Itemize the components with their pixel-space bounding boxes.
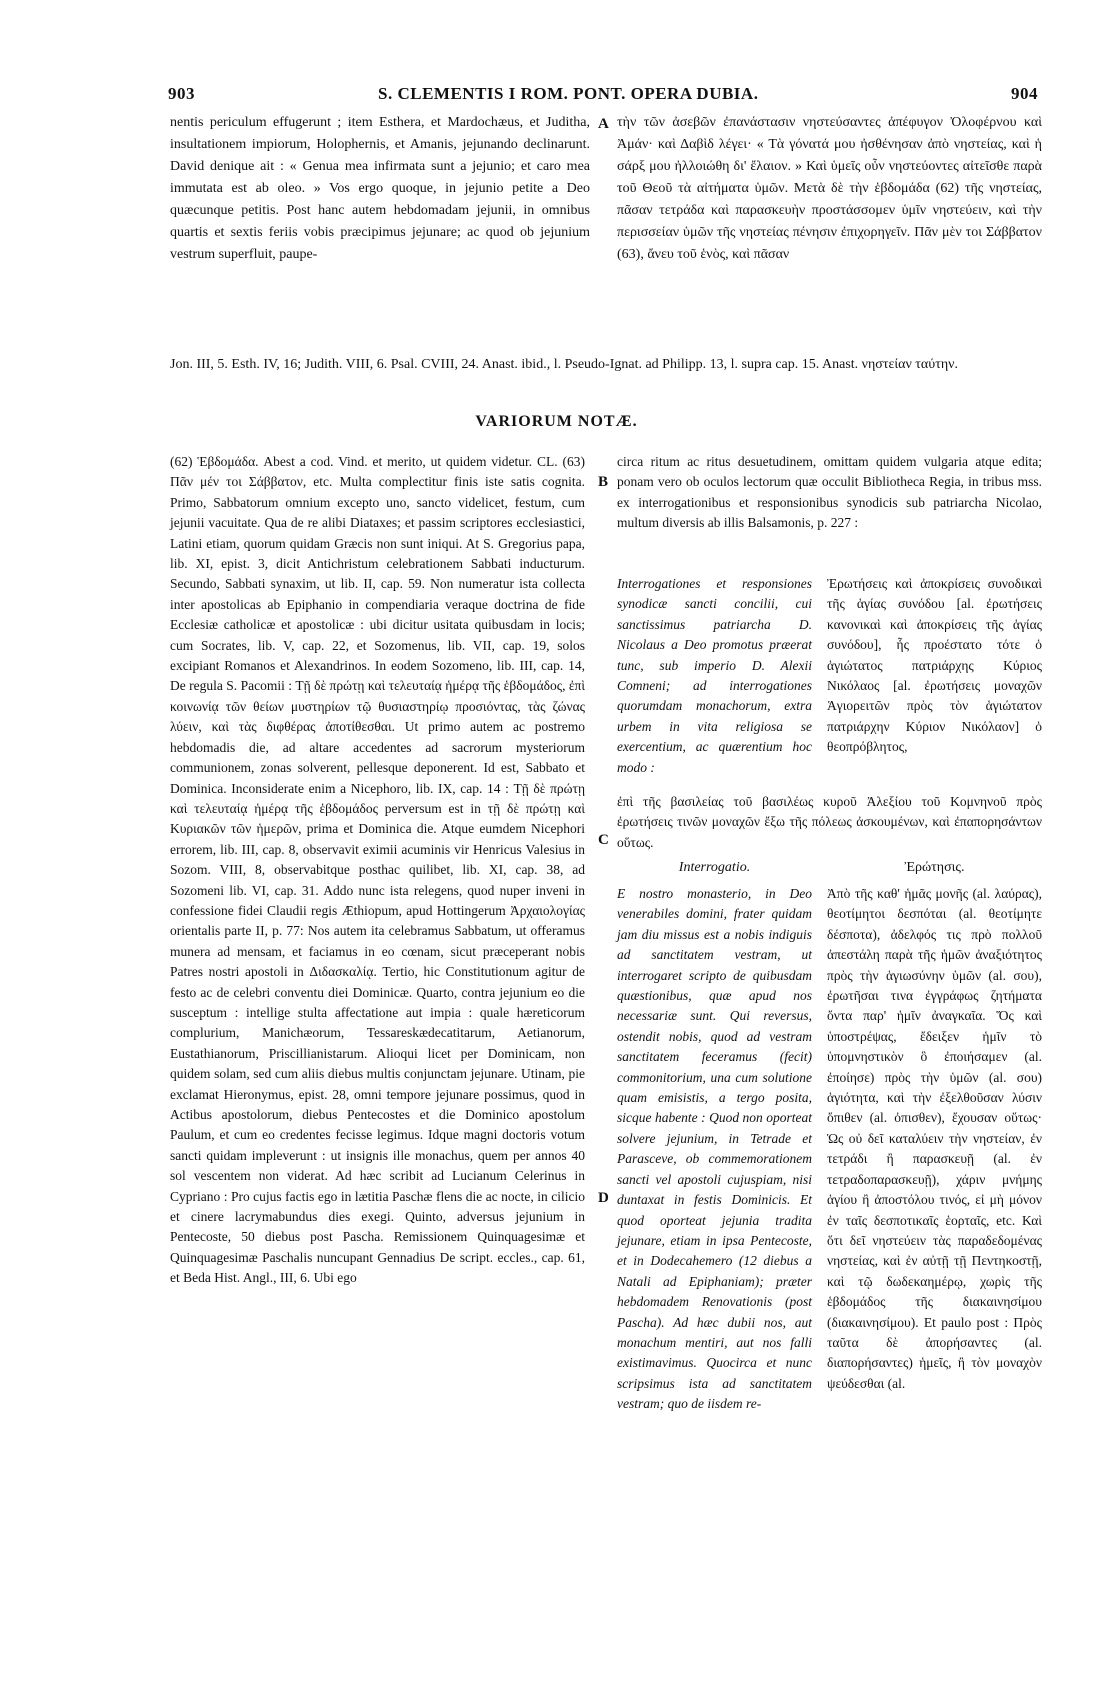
section-marker-d: D bbox=[598, 1190, 609, 1206]
bilingual-block-question bbox=[617, 884, 1042, 1604]
latin-paragraph: nentis periculum effugerunt ; item Esthera, et Mardochæus, et Juditha, insultationem impiorum, Holophernis, et Amanis, jejunando declinarunt. David denique ait : « Genua mea infirmata sunt a jejunio; et caro mea immutata est ab oleo. » Vos ergo quoque, in jejunio petite a Deo quæcunque petitis. Post hanc autem hebdomadam jejunii, in omnibus quartis et sextis feriis vobis præcipimus jejunare; ac quod ob jejunium vestrum superfluit, paupe- bbox=[170, 115, 590, 262]
footnotes: Jon. III, 5. Esth. IV, 16; Judith. VIII, 6. Psal. CVIII, 24. Anast. ibid., l. Pseudo-Ignat. ad Philipp. 13, l. supra cap. 15. Anast. νηστείαν ταύτην. bbox=[170, 357, 958, 372]
notes-paragraph: (62) Ἑβδομάδα. Abest a cod. Vind. et merito, ut quidem videtur. CL. (63) Πᾶν μέν τοι Σάββατον, etc. Multa complectitur finis iste satis cognita. Primo, Sabbatorum omnium excepto uno, sancto videlicet, festum, cum jejunii vacuitate. Qua de re alibi Diataxes; et passim scriptores ecclesiastici, Latini etiam, quorum quidam Græcis non sunt iniqui. At S. Gregorius papa, lib. XI, epist. 3, dicit Antichristum celebrationem Sabbati inducturum. Secundo, Sabbati synaxim, ut lib. II, cap. 59. Non numeratur ista collecta inter apostolicas ab Epiphanio in compendiaria veraque doctrina de fide Ecclesiæ catholicæ et apostolicæ : ubi dicitur usitata quibusdam in locis; cum Socrates, lib. V, cap. 22, et Sozomenus, lib. VII, cap. 19, solos excipiant Romanos et Alexandrinos. In eodem Sozomeno, lib. III, cap. 14, De regula S. Pacomii : Τῇ δὲ πρώτῃ καὶ τελευταίᾳ ἡμέρᾳ τῆς ἑβδομάδος, ἐπὶ κοινωνίᾳ τῶν θείων μυστηρίων τῷ θυσιαστηρίῳ προσιόντας, τὰς ζώνας λύειν, καὶ τὰς διφθέρας ἀποτίθεσθαι. Ut primo autem ac postremo hebdomadis die, ad altare accedentes ad sacrorum mysteriorum communionem, zonas solverent, pellesque deponerent. Id est, Sabbato et Dominica. Inconsiderate enim a Nicephoro, lib. IX, cap. 14 : Τῇ δὲ πρώτῃ καὶ τελευταίᾳ ἡμέρᾳ τῆς ἑβδομάδος perversum est in τῇ δὲ πρώτῃ καὶ Κυριακῶν τῶν ἡμερῶν, prima et Dominica die. Atque eumdem Nicephori errorem, lib. III, cap. 8, observavit eximii acuminis vir Henricus Valesius in Sozom. VIII, 8, observabitque posthac quilibet, lib. XI, cap. 38, ad Sozomeni lib. VI, cap. 31. Addo nunc ista relegens, quod nuper inveni in confessione fidei Claudii regis Æthiopum, apud Hottingerum Ἀρχαιολογίας orientalis parte II, p. 77: Nos autem ita celebramus Sabbatum, ut offeramus munera ad mensam, et faciamus in eo cœnam, sicut præceperant nobis Patres nostri apostoli in Διδασκαλίᾳ. Tertio, hic Constitutionum agitur de festo ac de celebri conventu diei Dominicæ. Quarto, contra jejunium eo die susceptum : intellige stulta affectatione aut impia : quale hæreticorum complurium, Manichæorum, Tessareskædecatitarum, Aetianorum, Eustathianorum, Priscillianistarum. Alioqui licet per Dominicam, non quidem solam, sed cum aliis diebus multis conjunctam jejunare. Utinam, pie exclamat Hieronymus, epist. 28, omni tempore jejunare possimus, quod in Actibus apostolorum, diebus Pentecostes et die Dominico apostolum Paulum, et cum eo credentes fecisse legimus. Idque magni doctoris votum sancti quidam impleverunt : ut insignis ille monachus, quem per annos 40 sol vescentem non viderat. Ad hæc scribit ad Lucianum Celerinus in Cypriano : Pro cujus factis ego in lætitia Paschæ flens die ac nocte, in cilicio et cinere lacrymabundus dies exegi. Quinto, adversus jejunium in Pentecoste, 50 diebus post Pascha. Remissionem Quinquagesimæ et Quinquagesimæ Paschalis nuncupant Gennadius De script. eccles., cap. 61, et Beda Hist. Angl., III, 6. Ubi ego bbox=[170, 454, 585, 1286]
subheading-latin: Interrogatio. bbox=[678, 860, 751, 875]
greek-text-upper bbox=[617, 112, 1042, 266]
section-marker-a: A bbox=[598, 116, 609, 132]
greek-title-text: Ἐρωτήσεις καὶ ἀποκρίσεις συνοδικαὶ τῆς ἁγίας συνόδου [al. ἐρωτήσεις κανονικαὶ καὶ ἀποκρίσεις τῆς ἁγίας συνόδου], ἧς προέστατο τότε ὁ ἁγιώτατος πατριάρχης Κύριος Νικόλαος [al. ἐρωτήσεις μοναχῶν Ἁγιορειτῶν πρὸς τὸν ἁγιώτατον πατριάρχην Κύριον Νικόλαον] ὁ θεοπρόβλητος, bbox=[827, 576, 1042, 755]
latin-question-text: E nostro monasterio, in Deo venerabiles domini, frater quidam jam diu missus est a nobis indiguis ad sanctitatem vestram, ut interrogaret scripto de quibusdam quæstionibus, quæ apud nos necessariæ sunt. Qui reversus, ostendit nobis, quod ad vestram sanctitatem feceramus (fecit) commonitorium, una cum solutione quam emisistis, a tergo posita, sicque habente : Quod non oporteat solvere jejunium, in Tetrade et Parasceve, ob commemorationem sancti vel apostoli cujuspiam, nisi duntaxat in festis Dominicis. Et quod oporteat jejunia tradita jejunare, etiam in ipsa Pentecoste, et in Dodecahemero (12 diebus a Natali ad Epiphaniam); præter hebdomadem Renovationis (post Pascha). Ad hæc dubii nos, aut monachum mentiri, aut nos falli existimavimus. Quocirca et nunc scripsimus ista ad sanctitatem vestram; quo de iisdem re- bbox=[617, 886, 812, 1412]
notes-heading: VARIORUM NOTÆ. bbox=[475, 413, 638, 430]
greek-question-text: Ἀπὸ τῆς καθ' ἡμᾶς μονῆς (al. λαύρας), θεοτίμητοι δεσπόται (al. θεοτίμητε δέσποτα), ἀδελφός τις πρὸ πολλοῦ ἀπεστάλη παρὰ τῆς ἡμῶν ἀναξιότητος πρὸς τὴν ἁγιωσύνην ὑμῶν (al. σου), ἐρωτῆσαι τινα ἐγγράφως ζητήματα ὄντα παρ' ἡμῖν ἀναγκαῖα. Ὅς καὶ ὑποστρέψας, ἔδειξεν ἡμῖν τὸ ὑπομνηστικὸν ὃ ἐποιήσαμεν (al. ἐποίησε) πρὸς τὴν ὑμῶν (al. σου) ἁγιότητα, καὶ τὴν ἐξελθοῦσαν λύσιν ὄπιθεν (al. ὀπισθεν), ἔχουσαν οὕτως· Ὡς οὐ δεῖ καταλύειν τὴν νηστείαν, ἐν τετράδι ἢ παρασκευῇ (al. ἐν τετραδοπαρασκευῇ), χάριν μνήμης ἁγίου ἢ ἀποστόλου τινός, εἰ μὴ μόνον ἐν ταῖς δεσποτικαῖς ἑορταῖς, etc. Καὶ ὅτι δεῖ νηστεύειν τὰς παραδεδομένας νηστείας, καὶ ἐν αὐτῇ τῇ Πεντηκοστῇ, καὶ τῷ δωδεκαημέρῳ, χωρὶς τῆς ἑβδομάδος τῆς διακαινησίμου (διακαινησίμου). Et paulo post : Πρὸς ταῦτα δὲ ἀπορήσαντες (al. διαπορήσαντες) ἡμεῖς, ἢ τὸν μοναχὸν ψεύδεσθαι (al. bbox=[827, 886, 1042, 1391]
running-header bbox=[168, 84, 1038, 110]
greek-continuation: ἐπὶ τῆς βασιλείας τοῦ βασιλέως κυροῦ Ἀλεξίου τοῦ Κομνηνοῦ πρὸς ἐρωτήσεις τινῶν μοναχῶν ἔξω τῆς πόλεως ἀσκουμένων, καὶ ἐπαπορησάντων οὕτως. bbox=[617, 794, 1042, 850]
greek-paragraph: τὴν τῶν ἀσεβῶν ἐπανάστασιν νηστεύσαντες ἀπέφυγον Ὀλοφέρνου καὶ Ἀμάν· καὶ Δαβὶδ λέγει· « Τὰ γόνατά μου ἠσθένησαν ἀπὸ νηστείας, καὶ ἡ σάρξ μου ἠλλοιώθη δι' ἔλαιον. » Καὶ ὑμεῖς οὖν νηστεύοντες αἰτεῖσθε παρὰ τοῦ Θεοῦ τὰ αἰτήματα ὑμῶν. Μετὰ δὲ τὴν ἑβδομάδα (62) τῆς νηστείας, πᾶσαν τετράδα καὶ παρασκευὴν προστάσσομεν ὑμῖν νηστεύειν, καὶ τὴν περισσείαν ὑμῶν τῆς νηστείας πένησιν ἐπιχορηγεῖν. Πᾶν μὲν τοι Σάββατον (63), ἄνευ τοῦ ἑνὸς, καὶ πᾶσαν bbox=[617, 115, 1042, 262]
page-number-left: 903 bbox=[168, 84, 195, 103]
page-number-right: 904 bbox=[1011, 84, 1038, 103]
section-marker-b: B bbox=[598, 474, 609, 490]
running-title: S. CLEMENTIS I ROM. PONT. OPERA DUBIA. bbox=[378, 84, 759, 103]
bilingual-block-title bbox=[617, 574, 1042, 784]
section-marker-c: C bbox=[598, 832, 609, 848]
variorum-notes-right-intro bbox=[617, 452, 1042, 534]
variorum-notes-left bbox=[170, 452, 585, 1289]
notes-intro-paragraph: circa ritum ac ritus desuetudinem, omittam quidem vulgaria atque edita; ponam vero ob oculos lectorum quæ occulit Bibliotheca Regia, in tribus mss. ex interrogationibus et responsionibus synodicis sub patriarcha Nicolao, multum diversis ab illis Balsamonis, p. 227 : bbox=[617, 454, 1042, 531]
latin-title-text: Interrogationes et responsiones synodicæ sancti concilii, cui sanctissimus patriarcha D. Nicolaus a Deo promotus præerat tunc, sub imperio D. Alexii Comneni; ad interrogationes quorumdam monachorum, extra urbem in vita religiosa se exercentium, ac quærentium hoc modo : bbox=[617, 576, 812, 775]
latin-text-upper bbox=[170, 112, 590, 266]
subheading-greek: Ἐρώτησις. bbox=[904, 860, 965, 875]
